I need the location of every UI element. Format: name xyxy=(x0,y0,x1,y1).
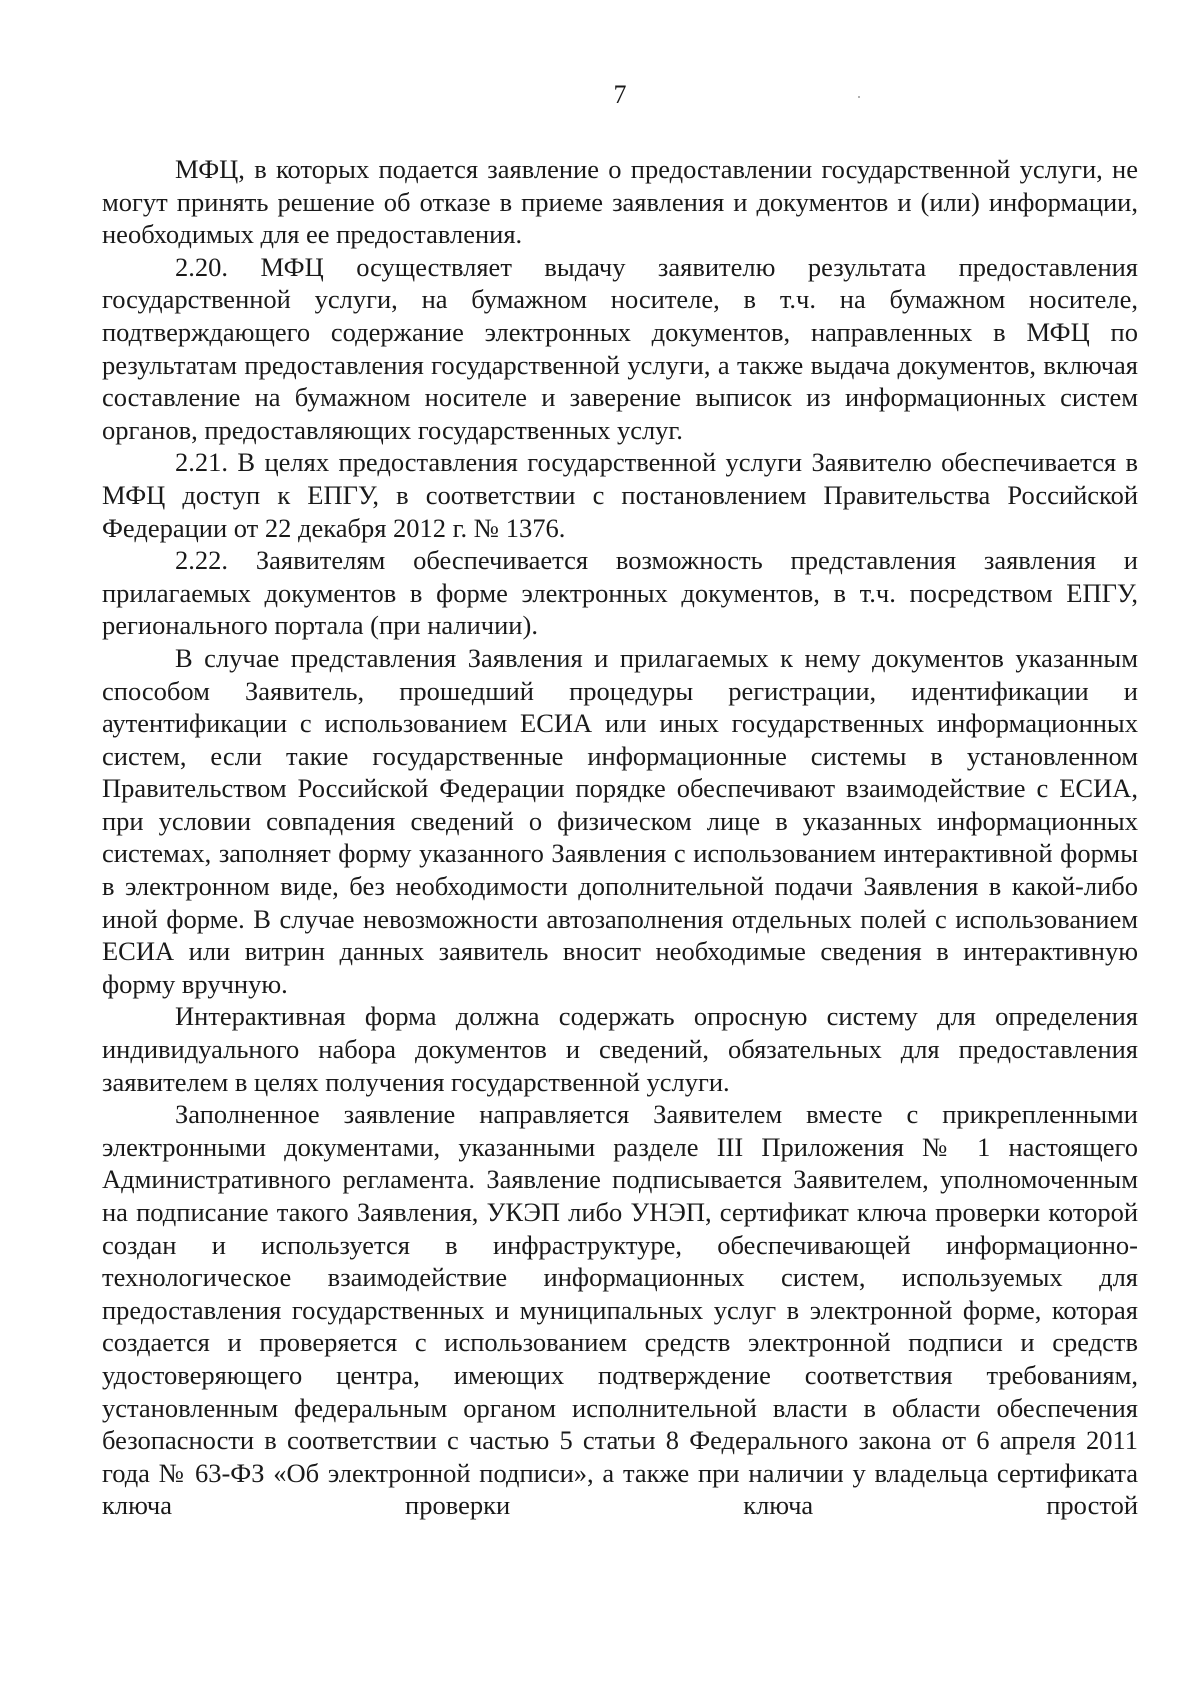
paragraph-submission-case: В случае представления Заявления и прилагаемых к нему документов указанным способом Заявитель, прошедший процедуры регистрации, идентификации и аутентификации с использованием ЕСИА или иных государственных информационных систем, если такие государственные информационные системы в установленном Правительством Российской Федерации порядке обеспечивают взаимодействие с ЕСИА, при условии совпадения сведений о физическом лице в указанных информационных системах, заполняет форму указанного Заявления с использованием интерактивной формы в электронном виде, без необходимости дополнительной подачи Заявления в какой-либо иной форме. В случае невозможности автозаполнения отдельных полей с использованием ЕСИА или витрин данных заявитель вносит необходимые сведения в интерактивную форму вручную. xyxy=(102,642,1138,999)
scan-speck xyxy=(858,96,860,98)
paragraph-interactive-form: Интерактивная форма должна содержать опросную систему для определения индивидуального набора документов и сведений, обязательных для предоставления заявителем в целях получения государственной услуги. xyxy=(102,1001,1138,1097)
paragraph-signed-application: Заполненное заявление направляется Заявителем вместе с прикрепленными электронными документами, указанными разделе III Приложения № 1 настоящего Административного регламента. Заявление подписывается Заявителем, уполномоченным на подписание такого Заявления, УКЭП либо УНЭП, сертификат ключа проверки которой создан и используется в инфраструктуре, обеспечивающей информационно-технологическое взаимодействие информационных систем, используемых для предоставления государственных и муниципальных услуг в электронной форме, которая создается и проверяется с использованием средств электронной подписи и средств удостоверяющего центра, имеющих подтверждение соответствия требованиям, установленным федеральным органом исполнительной власти в области обеспечения безопасности в соответствии с частью 5 статьи 8 Федерального закона от 6 апреля 2011 года № 63-ФЗ «Об электронной подписи», а также при наличии у владельца сертификата ключа проверки ключа простой xyxy=(102,1099,1138,1521)
paragraph-2-22: 2.22. Заявителям обеспечивается возможность представления заявления и прилагаемых документов в форме электронных документов, в т.ч. посредством ЕПГУ, регионального портала (при наличии). xyxy=(102,545,1138,641)
body-text xyxy=(102,153,1138,1522)
paragraph-mfc-refusal: МФЦ, в которых подается заявление о предоставлении государственной услуги, не могут принять решение об отказе в приеме заявления и документов и (или) информации, необходимых для ее предоставления. xyxy=(102,154,1138,250)
paragraph-2-20: 2.20. МФЦ осуществляет выдачу заявителю результата предоставления государственной услуги, на бумажном носителе, в т.ч. на бумажном носителе, подтверждающего содержание электронных документов, направленных в МФЦ по результатам предоставления государственной услуги, а также выдача документов, включая составление на бумажном носителе и заверение выписок из информационных систем органов, предоставляющих государственных услуг. xyxy=(102,251,1138,445)
page-number: 7 xyxy=(613,80,627,109)
paragraph-2-21: 2.21. В целях предоставления государственной услуги Заявителю обеспечивается в МФЦ доступ к ЕПГУ, в соответствии с постановлением Правительства Российской Федерации от 22 декабря 2012 г. № 1376. xyxy=(102,447,1138,543)
